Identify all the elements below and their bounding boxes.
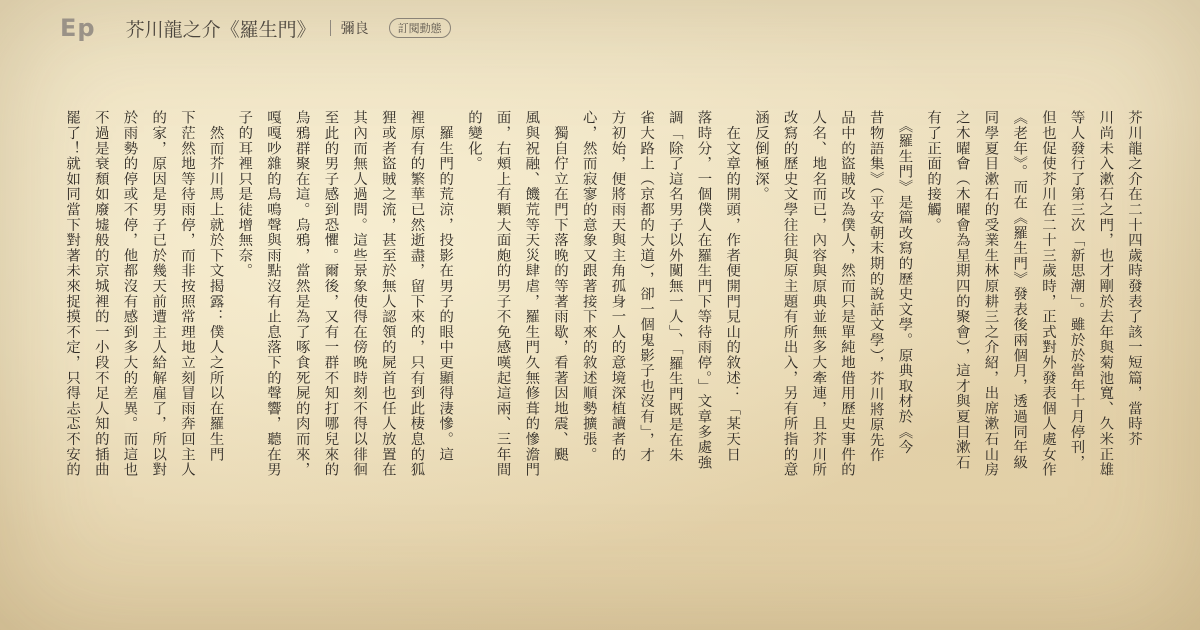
- text-column: 芥川龍之介在二十四歲時發表了該一短篇，當時芥: [1126, 110, 1142, 447]
- text-column: 有了正面的接觸。: [925, 110, 942, 233]
- text-column: 狸或者盜賊之流，甚至於無人認領的屍首也任人放置在: [379, 110, 396, 478]
- text-column: 風與祝融、饑荒等天災肆虐，羅生門久無修葺的慘澹門: [523, 110, 540, 478]
- text-column: 子的耳裡只是徒增無奈。: [236, 110, 253, 279]
- text-column: 至此的男子感到恐懼。爾後，又有一群不知打哪兒來的: [322, 110, 339, 478]
- text-column: 《羅生門》是篇改寫的歷史文學。原典取材於《今: [896, 110, 913, 455]
- text-column: 品中的盜賊改為僕人，然而只是單純地借用歷史事件的: [839, 110, 855, 478]
- article-body: [62, 110, 1140, 610]
- header-bar: [60, 12, 451, 44]
- text-column: 其內而無人過問。這些景象使得在傍晚時刻不得以徘徊: [351, 110, 368, 478]
- text-column: 獨自佇立在門下落晚的等著雨歇，看著因地震、颶: [552, 110, 568, 462]
- text-column: 人名、地名而已，內容與原典並無多大牽連，且芥川所: [810, 110, 827, 478]
- text-column: 裡原有的繁華已然逝盡，留下來的，只有到此棲息的狐: [408, 110, 425, 478]
- title-divider: [330, 20, 331, 36]
- text-column: 之木曜會（木曜會為星期四的聚會），這才與夏目漱石: [953, 110, 970, 470]
- text-column: 烏鴉群聚在這。烏鴉，當然是為了啄食死屍的肉而來，: [293, 110, 310, 478]
- text-column: 面，右頰上有顆大面皰的男子不免感嘆起這兩、三年間: [494, 110, 511, 478]
- text-column: 罷了！就如同當下對著未來捉摸不定，只得忐忑不安的: [64, 110, 81, 478]
- text-column: 《老年》。而在《羅生門》發表後兩個月，透過同年級: [1011, 110, 1028, 470]
- text-column: 羅生門的荒涼，投影在男子的眼中更顯得淒慘。這: [437, 110, 454, 462]
- text-column: 涵反倒極深。: [752, 110, 769, 202]
- text-column: 心，然而寂寥的意象又跟著接下來的敘述順勢擴張。: [580, 110, 597, 462]
- page-title: 芥川龍之介《羅生門》: [125, 18, 316, 41]
- text-column: 等人發行了第三次「新思潮」。雖於於當年十月停刊，: [1068, 110, 1085, 470]
- text-column: 川尚未入漱石之門，也才剛於去年與菊池寬、久米正雄: [1097, 110, 1114, 478]
- text-column: 雀大路上（京都的大道），卻一個鬼影子也沒有」，才: [638, 110, 655, 463]
- text-column: 嘎嘎吵雜的鳥鳴聲與雨點沒有止息落下的聲響，聽在男: [265, 110, 281, 478]
- subscribe-button[interactable]: 訂閱動態: [389, 18, 451, 38]
- text-column: 昔物語集》（平安朝末期的說話文學），芥川將原先作: [867, 110, 884, 463]
- text-column: 改寫的歷史文學往往與原主題有所出入，另有所指的意: [781, 110, 798, 478]
- text-column: 的家，原因是男子已於幾天前遭主人給解雇了，所以對: [150, 110, 167, 478]
- text-column: 下茫然地等待雨停，而非按照常理地立刻冒雨奔回主人: [178, 110, 195, 478]
- text-column: 不過是衰頹如廢墟般的京城裡的一小段不足人知的插曲: [92, 110, 109, 478]
- text-column: 然而芥川馬上就於下文揭露：僕人之所以在羅生門: [207, 110, 224, 462]
- text-column: 但也促使芥川在二十三歲時，正式對外發表個人處女作: [1039, 110, 1056, 478]
- text-column: 在文章的開頭，作者便開門見山的敘述：「某天日: [724, 110, 741, 462]
- text-column: 於雨勢的停或不停，他都沒有感到多大的差異。而這也: [121, 110, 138, 478]
- text-column: 落時分，一個僕人在羅生門下等待雨停。」文章多處強: [695, 110, 712, 470]
- text-column: 方初始，便將雨天與主角孤身一人的意境深植讀者的: [609, 110, 626, 462]
- site-logo[interactable]: Ep: [60, 14, 96, 42]
- author-name[interactable]: 彌良: [340, 21, 369, 37]
- text-column: 調「除了這名男子以外闃無一人」、「羅生門既是在朱: [666, 110, 683, 463]
- text-column: 同學夏目漱石的受業生林原耕三之介紹，出席漱石山房: [982, 110, 999, 478]
- text-column: 的變化。: [465, 110, 482, 172]
